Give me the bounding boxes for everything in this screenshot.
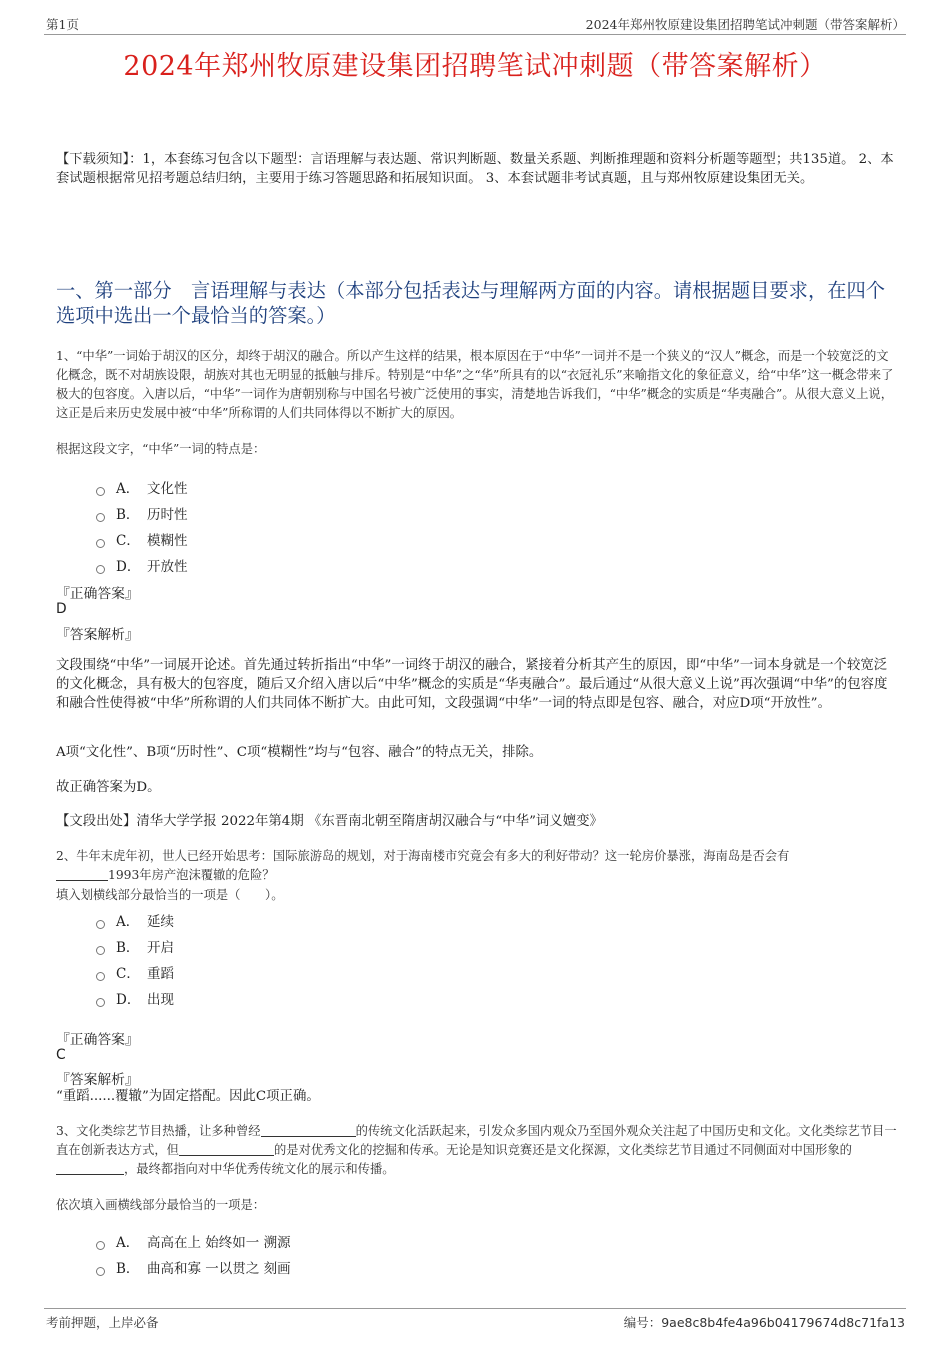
q1-source: 【文段出处】清华大学学报 2022年第4期 《东晋南北朝至隋唐胡汉融合与“中华”词义嬗变》: [56, 814, 603, 829]
radio-icon[interactable]: [96, 998, 105, 1007]
q1-analysis-p3: 故正确答案为D。: [56, 780, 161, 795]
radio-icon[interactable]: [96, 1267, 105, 1276]
q2-analysis-label: 『答案解析』: [56, 1072, 139, 1088]
q1-analysis-p1: 文段围绕“中华”一词展开论述。首先通过转折指出“中华”一词终于胡汉的融合，紧接着分析其产生的原因，即“中华”一词本身就是一个较宽泛的文化概念，具有极大的包容度，随后又介绍入唐以后“中华”概念的实质是“华夷融合”。最后通过“从很大意义上说”再次强调“中华”的包容度和融合性使得被“中华”所称谓的人们共同体不断扩大。由此可知，文段强调“中华”一词的特点即是包容、融合，对应D项“开放性”。: [56, 658, 888, 711]
q1-option-c[interactable]: C． 模糊性: [96, 529, 188, 549]
radio-icon[interactable]: [96, 487, 105, 496]
q3-stem: 依次填入画横线部分最恰当的一项是：: [56, 1198, 266, 1212]
q1-stem: 根据这段文字，“中华”一词的特点是：: [56, 442, 266, 456]
q1-answer: D: [56, 601, 67, 617]
q1-option-b[interactable]: B． 历时性: [96, 503, 188, 523]
q2-analysis: “重蹈......覆辙”为固定搭配。因此C项正确。: [56, 1089, 320, 1104]
radio-icon[interactable]: [96, 920, 105, 929]
q1-passage: 1、“中华”一词始于胡汉的区分，却终于胡汉的融合。所以产生这样的结果，根本原因在于“中华”一词并不是一个狭义的“汉人”概念，而是一个较宽泛的文化概念，既不对胡族设限，胡族对其也无明显的抵触与排斥。特别是“中华”之“华”所具有的以“衣冠礼乐”来喻指文化的象征意义，给“中华”这一概念带来了极大的包容度。入唐以后，“中华”一词作为唐朝别称与中国名号被广泛使用的事实，清楚地告诉我们，“中华”概念的实质是“华夷融合”。从很大意义上说，这正是后来历史发展中被“中华”所称谓的人们共同体得以不断扩大的原因。: [56, 349, 894, 420]
q2-option-a[interactable]: A． 延续: [96, 910, 174, 930]
q3-option-a[interactable]: A． 高高在上 始终如一 溯源: [96, 1231, 291, 1251]
radio-icon[interactable]: [96, 972, 105, 981]
q3-blank-3[interactable]: [56, 1162, 124, 1175]
q2-option-d[interactable]: D． 出现: [96, 988, 174, 1008]
radio-icon[interactable]: [96, 1241, 105, 1250]
q2-blank[interactable]: [56, 868, 108, 881]
q1-analysis-label: 『答案解析』: [56, 627, 139, 643]
radio-icon[interactable]: [96, 513, 105, 522]
page-number: 第1页: [46, 17, 79, 32]
q1-correct-answer-label: 『正确答案』: [56, 586, 139, 602]
q3-option-b[interactable]: B． 曲高和寡 一以贯之 刻画: [96, 1257, 291, 1277]
footer-slogan: 考前押题，上岸必备: [46, 1315, 159, 1330]
download-notice: 【下载须知】：1，本套练习包含以下题型：言语理解与表达题、常识判断题、数量关系题、判断推理题和资料分析题等题型；共135道。 2、本套试题根据常见招考题总结归纳，主要用于练习答题思路和拓展知识面。 3、本套试题非考试真题，且与郑州牧原建设集团无关。: [56, 152, 894, 186]
q3-passage: 3、文化类综艺节目热播，让多种曾经 的传统文化活跃起来，引发众多国内观众乃至国外观众关注起了中国历史和文化。文化类综艺节目一直在创新表达方式，但 的是对优秀文化的挖掘和传承。无论是知识竞赛还是文化探源，文化类综艺节目通过不同侧面对中国形象的，最终都指向对中华优秀传统文化的展示和传播。: [56, 1124, 897, 1176]
q2-option-c[interactable]: C． 重蹈: [96, 962, 174, 982]
section-heading: 一、第一部分 言语理解与表达（本部分包括表达与理解两方面的内容。请根据题目要求，在四个选项中选出一个最恰当的答案。）: [56, 279, 886, 327]
q1-option-a[interactable]: A． 文化性: [96, 477, 188, 497]
radio-icon[interactable]: [96, 946, 105, 955]
footer-divider: [44, 1308, 906, 1309]
q2-option-b[interactable]: B． 开启: [96, 936, 174, 956]
q3-blank-1[interactable]: [261, 1124, 356, 1137]
radio-icon[interactable]: [96, 539, 105, 548]
q2-correct-answer-label: 『正确答案』: [56, 1032, 139, 1048]
q2-stem: 填入划横线部分最恰当的一项是（ ）。: [56, 888, 284, 902]
q1-option-d[interactable]: D． 开放性: [96, 555, 188, 575]
q2-answer: C: [56, 1047, 66, 1063]
q2-passage: 2、牛年末虎年初，世人已经开始思考：国际旅游岛的规划，对于海南楼市究竟会有多大的利好带动？这一轮房价暴涨，海南岛是否会有 1993年房产泡沫覆辙的危险？: [56, 849, 790, 882]
page-title: 2024年郑州牧原建设集团招聘笔试冲刺题（带答案解析）: [123, 51, 827, 82]
header-doc-title: 2024年郑州牧原建设集团招聘笔试冲刺题（带答案解析）: [585, 17, 905, 32]
footer-serial: 编号：9ae8c8b4fe4a96b04179674d8c71fa13: [623, 1315, 905, 1330]
header-divider: [44, 34, 906, 35]
q3-blank-2[interactable]: [179, 1143, 274, 1156]
radio-icon[interactable]: [96, 565, 105, 574]
q1-analysis-p2: A项“文化性”、B项“历时性”、C项“模糊性”均与“包容、融合”的特点无关，排除。: [56, 745, 543, 760]
